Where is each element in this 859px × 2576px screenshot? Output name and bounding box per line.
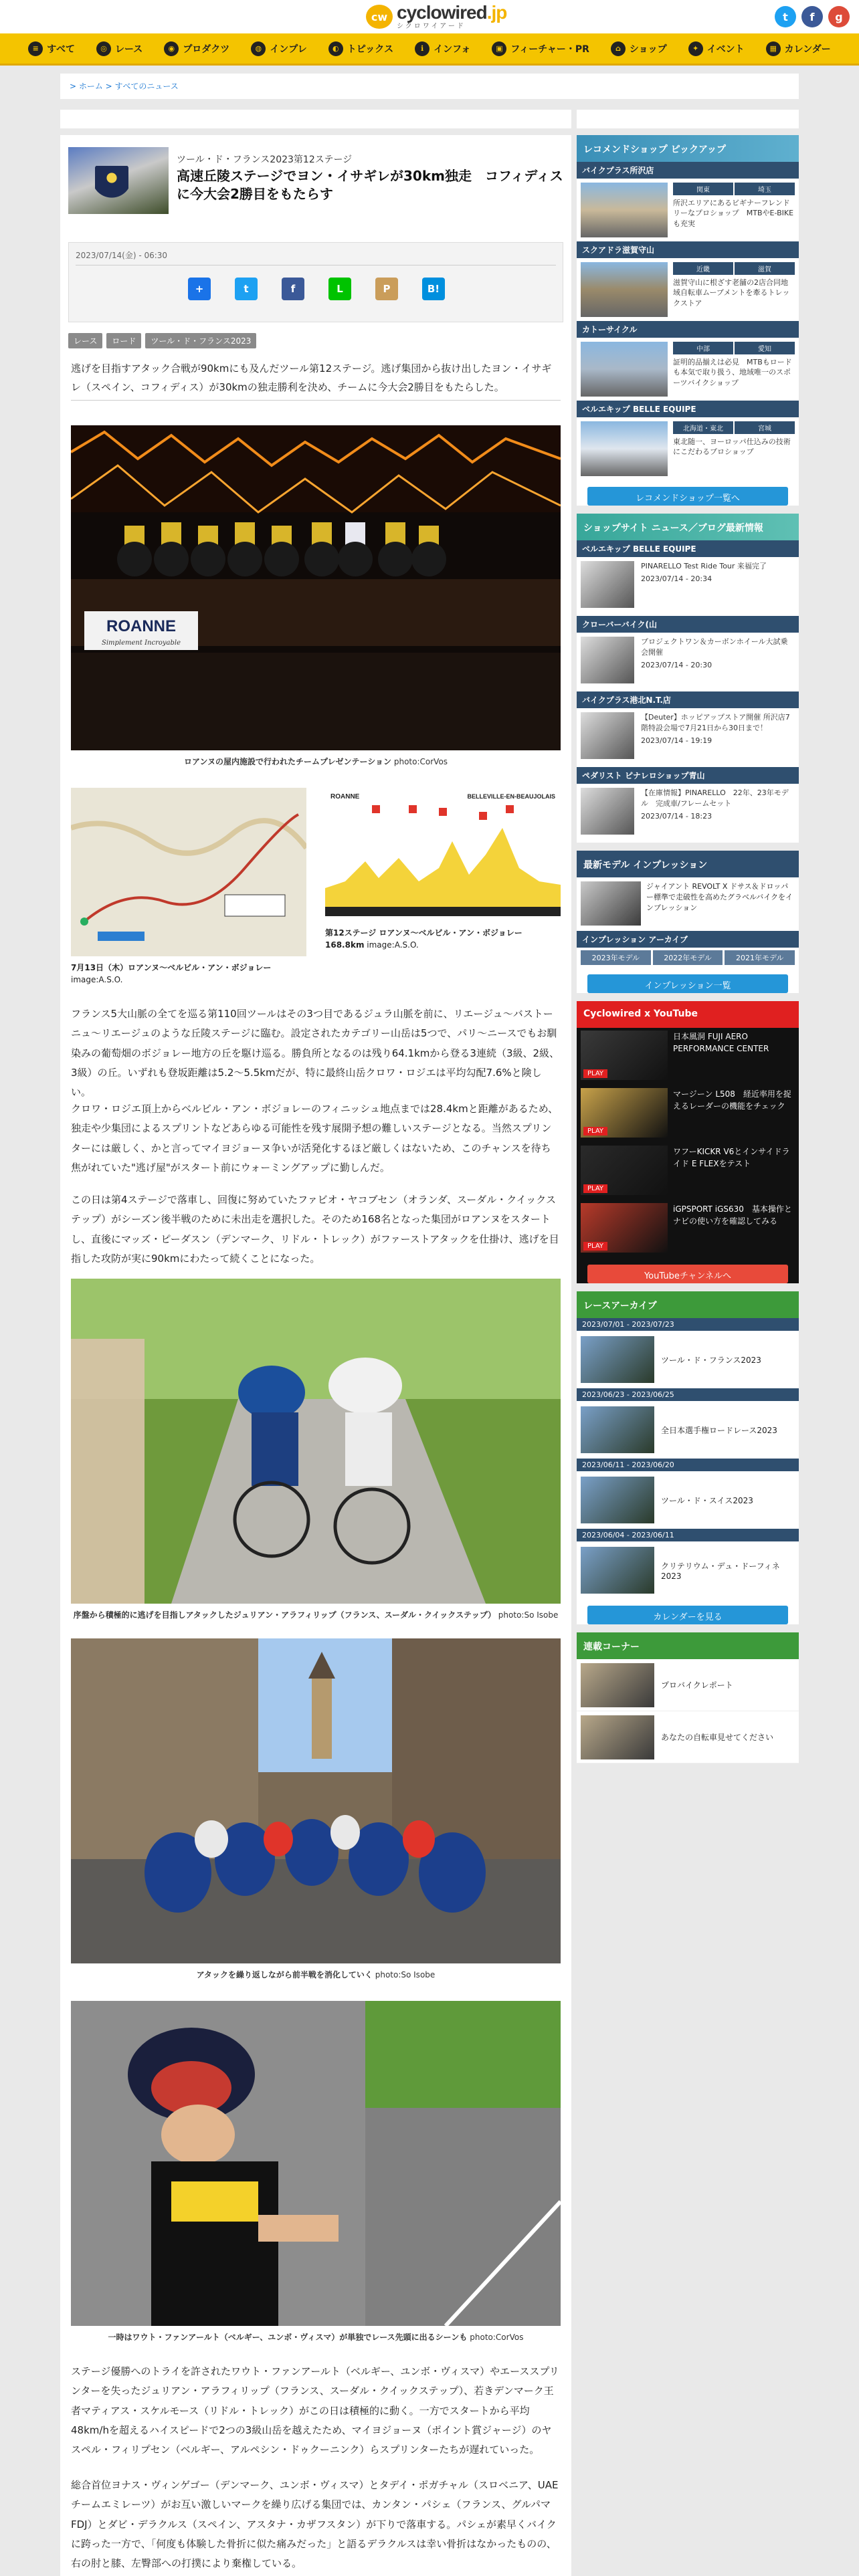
roanne-sign-sub: Simplement Incroyable [101,639,181,647]
shop-region: 中部 [673,342,733,354]
nav-label: ショップ [629,43,667,55]
youtube-item[interactable] [577,1200,799,1258]
recommend-list-button[interactable]: レコメンドショップ一覧へ [587,487,788,506]
shop-news-item[interactable] [577,708,799,767]
race-name: クリテリウム・デュ・ドーフィネ2023 [661,1561,780,1581]
nav-icon: ▦ [766,41,781,56]
shop-region: 近畿 [673,262,733,275]
stage-profile[interactable] [325,788,561,922]
news-text: 【Deuter】ホッピアップストア開催 所沢店7階特設会場で7月21日から30日まで！ [641,713,790,732]
shop-pref: 埼玉 [735,183,795,195]
recommend-shops [577,135,799,506]
youtube-title: Cyclowired x YouTube [577,1001,799,1028]
news-thumb [581,637,634,683]
nav-label: トピックス [347,43,394,55]
news-date: 2023/07/14 - 20:30 [641,660,712,669]
share-twitter-icon[interactable]: t [235,278,258,300]
year-2023[interactable]: 2023年モデル [581,950,651,965]
side-top-bar [577,110,799,128]
article-paragraph: 総合首位ヨナス・ヴィンゲゴー（デンマーク、ユンボ・ヴィスマ）とタデイ・ポガチャル（スロベニア、UAEチームエミレーツ）がお互い激しいマークを繰り広げる集団では、カンタン・パシェ（フランス、グルパマFDJ）とダビ・デラクルス（スペイン、アスタナ・カザフスタン）が下りで落車する。パシェが素早くバイクに跨った一方で、「何度も体験した骨折に似た痛みだった」と語るデラクルスは幸い骨折はなかったものの、右の肘と膝、左臀部への打撲により棄権している。 [71,2479,559,2569]
photo-caption-text: 一時はワウト・ファンアールト（ベルギー、ユンボ・ヴィスマ）が単独でレース先頭に出るシーンも [108,2333,468,2342]
article-title: 高速丘陵ステージでヨン・イサギレが30km独走 コフィディスに今大会2勝目をもたらす [177,168,563,202]
video-title: 日本風洞 FUJI AERO PERFORMANCE CENTER [673,1032,769,1053]
news-text: 【在庫情報】PINARELLO 22年、23年モデル 完成車/フレームセット [641,788,789,808]
race-name: ツール・ド・スイス2023 [661,1495,753,1505]
nav-item-1[interactable] [86,33,153,64]
shop-name[interactable]: カトーサイクル [577,321,799,338]
news-date: 2023/07/14 - 18:23 [641,811,712,821]
news-date: 2023/07/14 - 19:19 [641,736,712,745]
tag[interactable]: レース [68,333,102,348]
nav-item-7[interactable] [600,33,678,64]
shop-pref: 滋賀 [735,262,795,275]
series-item[interactable] [577,1659,799,1711]
article-paragraph: ステージ優勝へのトライを許されたワウト・ファンアールト（ベルギー、ユンボ・ヴィスマ）やエーススプリンターを失ったジュリアン・アラフィリップ（フランス、スーダル・クイックステップ）、若きデンマーク王者マティアス・スケルモース（リドル・トレック）がこの日は積極的に動く。一方でスタートから平均48km/hを超えるハイスピードで2つの3級山岳を越えたため、マイヨジョーヌ（ポイント賞ジャージ）のヤスペル・フィリプセン（ベルギー、アルペシン・ドゥクーニンク）らスプリンターたちが遅れていった。 [71,2365,559,2456]
video-title: マージーン L508 経近率用を捉えるレーダーの機能をチェック [673,1089,791,1111]
series-name: あなたの自転車見せてください [661,1733,774,1742]
year-2021[interactable]: 2021年モデル [725,950,795,965]
tag[interactable]: ロード [106,333,141,348]
race-item[interactable] [577,1331,799,1388]
nav-item-6[interactable] [481,33,600,64]
race-dates: 2023/06/04 - 2023/06/11 [577,1529,799,1541]
race-item[interactable] [577,1541,799,1599]
tag[interactable]: ツール・ド・フランス2023 [145,333,256,348]
article-lead: 逃げを目指すアタック合戦が90kmにも及んだツール第12ステージ。逃げ集団から抜け出したヨン・イサギレ（スペイン、コフィディス）が30kmの独走勝利を決め、チームに今大会2勝目をもたらした。 [71,362,552,393]
map-credit: image:A.S.O. [71,975,123,984]
race-dates: 2023/06/23 - 2023/06/25 [577,1388,799,1401]
shop-thumb [581,262,668,317]
sidebar [577,135,799,1772]
site-logo[interactable] [366,3,506,30]
nav-icon: ℹ [415,41,430,56]
nav-label: すべて [47,43,75,55]
profile-caption [325,927,561,951]
shop-news [577,514,799,843]
youtube-item[interactable] [577,1085,799,1143]
shop-pref: 愛知 [735,342,795,354]
logo-sub: シクロワイアード [397,23,466,30]
shop-pref: 宮城 [735,421,795,434]
share-hatena-icon[interactable]: B! [422,278,445,300]
google-plus-icon[interactable]: g [828,6,850,27]
alaphilippe-photo[interactable] [71,1279,561,1604]
nav-icon: ◐ [328,41,343,56]
news-thumb [581,561,634,608]
site-header [0,0,859,33]
photo-credit: photo:CorVos [393,757,448,766]
shop-desc: 証明的品揃えは必見 MTBもロードも本気で取り扱う、地域唯一のスポーツバイクショップ [673,358,792,387]
nav-item-8[interactable] [678,33,755,64]
shop-region: 北海道・東北 [673,421,733,434]
article-paragraph: クロワ・ロジエ頂上からベルビル・アン・ボジョレーのフィニッシュ地点までは28.4kmと距離があるため、独走や少集団によるスプリントなどあらゆる可能性を残す展開予想の難しいステージとなる。当然スプリンターには厳しく、かと言ってマイヨジョーヌ争いが活発化するほど厳しくはないため、このチャンスを待ち焦がれていた"逃げ屋"がスタート前にウォーミングアップに勤しんだ。 [71,1103,559,1174]
map-caption-text: 7月13日（木）ロアンヌ〜ベルビル・アン・ボジョレー [71,963,272,972]
race-dates: 2023/07/01 - 2023/07/23 [577,1318,799,1331]
share-line-icon[interactable]: L [328,278,351,300]
shop-region: 関東 [673,183,733,195]
nav-label: レース [115,43,143,55]
share-facebook-icon[interactable]: f [282,278,304,300]
photo-caption [71,1969,561,1980]
video-thumb [581,1031,668,1080]
race-name: 全日本選手権ロードレース2023 [661,1425,777,1435]
nav-item-5[interactable] [404,33,481,64]
twitter-icon[interactable]: t [775,6,796,27]
shop-item[interactable] [577,258,799,321]
play-icon: PLAY [583,1184,607,1193]
race-archive [577,1291,799,1624]
nav-item-3[interactable] [240,33,317,64]
shop-name[interactable]: スクアドラ滋賀守山 [577,241,799,258]
nav-icon: ≡ [28,41,43,56]
article-paragraph: フランス5大山脈の全てを巡る第110回ツールはその3つ目であるジュラ山脈を前に、リエージュ〜バストーニュ〜リエージュのような丘陵ステージに臨む。設定されたカテゴリー山岳は5つで、パリ〜ニースでもお馴染みの葡萄畑のボジョレー地方の丘を駆け巡る。勝負所となるのは残り64.1kmから登る3連続（3級、2級、3級）の丘。いずれも登坂距離は5.2〜5.5kmだが、特に最終山岳クロワ・ロジエは平均勾配7.6%と険しい。 [71,1008,560,1098]
video-thumb [581,1146,668,1195]
shop-thumb [581,342,668,397]
article-thumbnail [68,147,169,214]
nav-icon: ⌂ [611,41,626,56]
race-thumb [581,1406,654,1453]
divider [71,400,561,401]
shop-item[interactable] [577,338,799,401]
video-thumb [581,1203,668,1253]
shop-desc: 滋賀守山に根ざす老舗の2店合同地域自転車ムーブメントを牽るトレックストア [673,278,790,308]
article-tags [68,333,256,348]
nav-icon: ▣ [492,41,506,56]
logo-main: cyclowired [397,2,487,23]
shop-name[interactable]: バイクプラス所沢店 [577,162,799,179]
nav-label: インフォ [434,43,471,55]
profile-finish: BELLEVILLE-EN-BEAUJOLAIS [467,793,555,800]
news-text: プロジェクトワン＆カーボンホイール大試乗会開催 [641,637,788,657]
photo-caption-text: ロアンヌの屋内施設で行われたチームプレゼンテーション [183,757,392,766]
article-date: 2023/07/14(金) - 06:30 [76,249,556,265]
share-add-icon[interactable]: + [188,278,211,300]
profile-start: ROANNE [330,793,360,800]
series-title: 連載コーナー [577,1632,799,1659]
play-icon: PLAY [583,1242,607,1251]
youtube-channel-button[interactable]: YouTubeチャンネルへ [587,1265,788,1283]
youtube-item[interactable] [577,1143,799,1200]
race-thumb [581,1336,654,1383]
roanne-sign: ROANNE [106,617,177,635]
series-item[interactable] [577,1711,799,1763]
article [60,135,571,2576]
main-nav [0,33,859,66]
news-shop-name[interactable]: バイクプラス港北N.T.店 [577,691,799,708]
team-presentation-photo[interactable] [71,425,561,750]
social-links [775,6,850,27]
play-icon: PLAY [583,1069,607,1078]
van-aert-photo[interactable] [71,2001,561,2326]
shop-news-item[interactable] [577,633,799,691]
nav-label: プロダクツ [183,43,230,55]
video-title: ワフーKICKR V6とインサイドライド E FLEXをテスト [673,1147,790,1168]
news-date: 2023/07/14 - 20:34 [641,574,712,583]
logo-tld: .jp [486,2,507,23]
shop-name[interactable]: ベルエキップ BELLE EQUIPE [577,401,799,417]
profile-credit: image:A.S.O. [367,940,419,950]
nav-icon: ◎ [96,41,111,56]
race-dates: 2023/06/11 - 2023/06/20 [577,1459,799,1471]
race-name: ツール・ド・フランス2023 [661,1355,761,1365]
shop-thumb [581,421,668,476]
recommend-title: レコメンドショップ ピックアップ [577,135,799,162]
model-title: 最新モデル インプレッション [577,851,799,877]
photo-credit: photo:So Isobe [375,1970,436,1979]
video-title: iGPSPORT iGS630 基本操作とナビの使い方を確認してみる [673,1204,792,1226]
race-item[interactable] [577,1401,799,1459]
news-thumb [581,712,634,759]
shop-item[interactable] [577,417,799,480]
race-archive-title: レースアーカイブ [577,1291,799,1318]
news-shop-name[interactable]: ペダリスト ピナレロショップ青山 [577,767,799,784]
impression-years [577,948,799,968]
photo-caption-text: 序盤から積極的に逃げを目指しアタックしたジュリアン・アラフィリップ（フランス、スーダル・クイックステップ） [73,1610,496,1620]
series-thumb [581,1715,654,1759]
share-pocket-icon[interactable]: P [375,278,398,300]
photo-caption [71,1609,561,1620]
nav-item-9[interactable] [755,33,842,64]
shop-item[interactable] [577,179,799,241]
nav-icon: ◍ [251,41,266,56]
year-2022[interactable]: 2022年モデル [653,950,723,965]
profile-caption-text: 第12ステージ ロアンヌ〜ベルビル・アン・ボジョレー 168.8km [325,928,522,950]
impression-archive-title: インプレッション アーカイブ [577,931,799,948]
race-thumb [581,1547,654,1594]
shop-news-item[interactable] [577,784,799,843]
nav-item-4[interactable] [318,33,404,64]
nav-label: インプレ [270,43,307,55]
nav-item-2[interactable] [153,33,240,64]
nav-icon: ✦ [688,41,703,56]
nav-label: イベント [706,43,745,55]
share-buttons [69,278,564,300]
logo-mark-icon: cw [366,5,393,29]
calendar-button[interactable]: カレンダーを見る [587,1606,788,1624]
model-text: ジャイアント REVOLT X ドサス＆ドロッパー標準で走破性を高めたグラベルバイクをインプレッション [646,882,793,912]
peloton-photo[interactable] [71,1638,561,1963]
nav-icon: ◉ [164,41,179,56]
article-header [68,147,563,214]
news-shop-name[interactable]: クローバーバイク(山 [577,616,799,633]
series-box [577,1632,799,1763]
series-name: プロバイクレポート [661,1681,733,1690]
shop-news-title: ショップサイト ニュース／ブログ最新情報 [577,514,799,540]
shop-thumb [581,183,668,237]
youtube-item[interactable] [577,1028,799,1085]
shop-desc: 東北随一、ヨーロッパ仕込みの技術にこだわるプロショップ [673,437,791,457]
model-thumb [581,881,641,926]
nav-label: カレンダー [784,43,831,55]
race-item[interactable] [577,1471,799,1529]
race-thumb [581,1477,654,1523]
photo-caption-text: アタックを繰り返しながら前半戦を消化していく [196,1970,373,1979]
news-shop-name[interactable]: ベルエキップ BELLE EQUIPE [577,540,799,557]
news-text: PINARELLO Test Ride Tour 来福完了 [641,562,767,570]
news-thumb [581,788,634,835]
photo-caption [71,756,561,767]
impression-list-button[interactable]: インプレッション一覧 [587,974,788,993]
play-icon: PLAY [583,1127,607,1136]
article-meta [68,242,563,322]
article-category[interactable]: ツール・ド・フランス2023第12ステージ [177,154,353,165]
model-impressions [577,851,799,993]
stage-map[interactable] [71,788,306,956]
photo-credit: photo:So Isobe [498,1610,559,1620]
photo-caption [71,2331,561,2343]
nav-item-0[interactable] [17,33,86,64]
photo-credit: photo:CorVos [470,2333,524,2342]
series-thumb [581,1663,654,1707]
main-top-bar [60,110,571,128]
youtube-box [577,1001,799,1283]
model-item[interactable] [577,877,799,931]
shop-desc: 所沢エリアにあるビギナーフレンドリーなプロショップ MTBやE-BIKEも充実 [673,199,794,228]
map-caption [71,962,306,986]
facebook-icon[interactable]: f [801,6,823,27]
video-thumb [581,1088,668,1138]
breadcrumb[interactable]: > ホーム > すべてのニュース [60,74,799,99]
article-paragraph: この日は第4ステージで落車し、回復に努めていたファビオ・ヤコブセン（オランダ、スーダル・クイックステップ）がシーズン後半戦のために未出走を選択した。そのため168名となった集団がロアンヌをスタートし、直後にマッズ・ピーダスン（デンマーク、リドル・トレック）がファーストアタックを仕掛け、逃げを目指した攻防が実に90kmにわたって続くことになった。 [71,1194,559,1265]
shop-news-item[interactable] [577,557,799,616]
nav-label: フィーチャー・PR [510,43,589,55]
